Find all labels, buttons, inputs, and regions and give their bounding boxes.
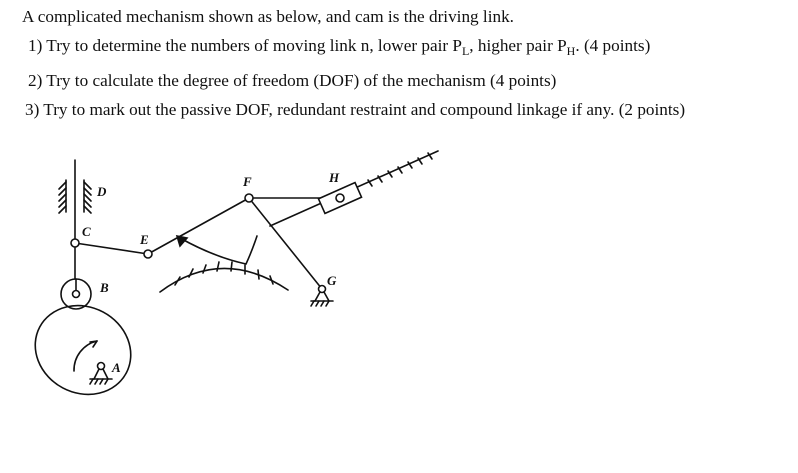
label-e: E: [140, 232, 149, 247]
link-ef: [148, 198, 249, 254]
q1-prefix: 1) Try to determine the numbers of moving link n, lower pair P: [28, 36, 462, 55]
joint-e: [144, 250, 152, 258]
joint-h: [336, 194, 344, 202]
guide-left-hatch: [59, 180, 66, 213]
label-c: C: [82, 224, 91, 239]
question-part-3: 3) Try to mark out the passive DOF, redundant restraint and compound linkage if any. (2 points): [25, 100, 686, 119]
curved-follower-arc: [180, 236, 257, 264]
guide-right-hatch: [84, 180, 91, 213]
joint-c: [71, 239, 79, 247]
q1-subscript-l: L: [461, 44, 470, 58]
label-g: G: [327, 273, 337, 288]
q1-subscript-h: H: [566, 44, 576, 58]
label-b: B: [100, 280, 109, 295]
label-d: D: [97, 184, 107, 199]
label-f: F: [243, 174, 252, 189]
cam-pivot-a: [90, 363, 112, 385]
fixed-arc-guide: [160, 262, 288, 292]
cam-rotation-arrow: [74, 341, 97, 371]
label-h: H: [329, 170, 340, 185]
ground-pivot-g: [311, 286, 333, 307]
q1-mid: , higher pair P: [469, 36, 567, 55]
question-intro: A complicated mechanism shown as below, and cam is the driving link.: [22, 7, 514, 26]
q1-suffix: . (4 points): [575, 36, 651, 55]
roller-b-pin: [73, 291, 80, 298]
label-a: A: [112, 360, 121, 375]
joint-f: [245, 194, 253, 202]
question-part-2: 2) Try to calculate the degree of freedom (DOF) of the mechanism (4 points): [28, 71, 557, 90]
link-ce: [75, 243, 148, 254]
